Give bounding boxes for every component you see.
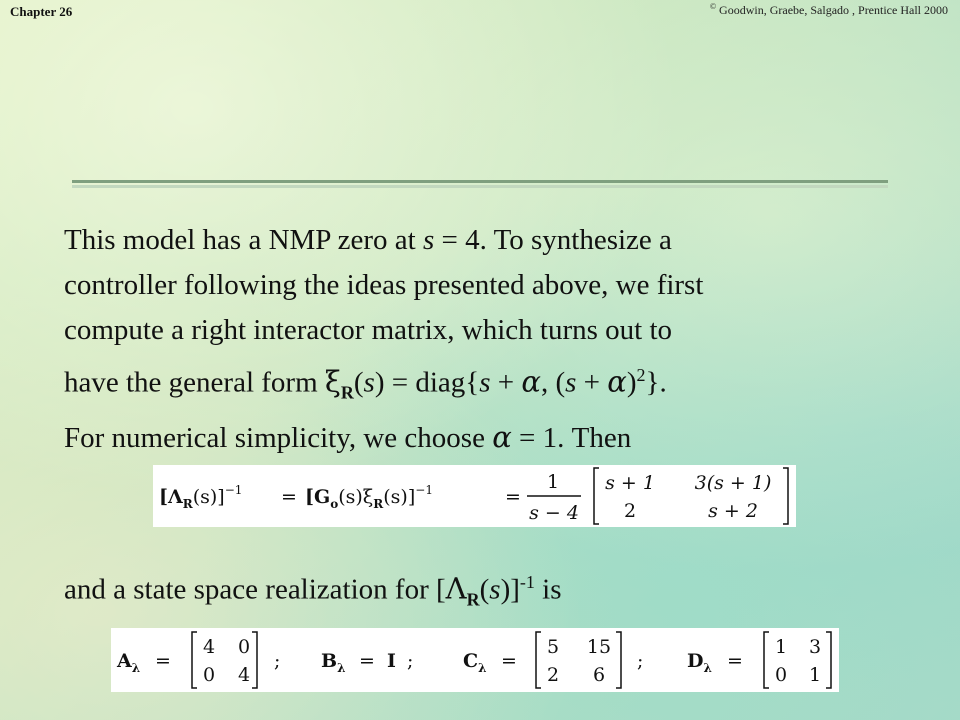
eq2-C-label: $C_\lambda$ bbox=[463, 650, 487, 675]
body-paragraph bbox=[64, 218, 914, 461]
copyright-notice bbox=[710, 2, 948, 18]
para-line-2: controller following the ideas presented above, we first bbox=[64, 269, 704, 301]
equation-inverse-interactor bbox=[153, 465, 796, 527]
eq1-equals-1: = bbox=[281, 486, 297, 508]
eq1-m21: 2 bbox=[623, 500, 637, 522]
eq1-m11: s + 1 bbox=[605, 472, 655, 494]
eq2-d22: 1 bbox=[808, 664, 822, 686]
eq2-c11: 5 bbox=[546, 636, 560, 658]
para-line-4: have the general form $\xi_R(s)$ = diag{s + α, $(s + \alpha)^2$}. bbox=[64, 364, 667, 403]
eq2-C-right-bracket bbox=[616, 632, 621, 688]
eq1-fraction-numerator: 1 bbox=[546, 471, 560, 493]
eq2-semicolon-3: ; bbox=[637, 650, 644, 672]
eq2-d12: 3 bbox=[808, 636, 822, 658]
eq2-c12: 15 bbox=[586, 636, 612, 658]
equation-state-space-matrices bbox=[111, 628, 839, 692]
realization-sentence: and a state space realization for $[\Lambda_R(s)]^{-1}$ is bbox=[64, 571, 562, 610]
eq1-middle: $[G_o(s)\xi_R(s)]^{-1}$ bbox=[305, 483, 433, 511]
eq2-semicolon-1: ; bbox=[274, 650, 281, 672]
eq2-a11: 4 bbox=[202, 636, 216, 658]
eq2-a21: 0 bbox=[202, 664, 216, 686]
eq2-c21: 2 bbox=[546, 664, 560, 686]
eq2-A-right-bracket bbox=[252, 632, 257, 688]
eq2-A-equals: = bbox=[155, 650, 171, 672]
eq1-m22: s + 2 bbox=[708, 500, 758, 522]
eq1-matrix-right-bracket bbox=[783, 468, 788, 524]
para-line-3: compute a right interactor matrix, which turns out to bbox=[64, 314, 673, 346]
eq2-c22: 6 bbox=[592, 664, 606, 686]
copyright-text: Goodwin, Graebe, Salgado , Prentice Hall 2000 bbox=[716, 3, 948, 17]
eq2-A-label: $A_\lambda$ bbox=[117, 650, 141, 675]
eq1-matrix-left-bracket bbox=[594, 468, 599, 524]
eq1-lhs: $[\Lambda_R(s)]^{-1}$ bbox=[159, 483, 243, 511]
eq1-fraction-denominator: s − 4 bbox=[529, 502, 579, 524]
eq2-d11: 1 bbox=[774, 636, 788, 658]
eq2-D-equals: = bbox=[727, 650, 743, 672]
eq2-d21: 0 bbox=[774, 664, 788, 686]
eq1-equals-2: = bbox=[505, 486, 521, 508]
chapter-label: Chapter 26 bbox=[10, 4, 73, 19]
eq2-B-identity: I bbox=[387, 650, 396, 672]
eq1-m12: 3(s + 1) bbox=[694, 472, 772, 494]
eq2-a22: 4 bbox=[237, 664, 251, 686]
eq2-a12: 0 bbox=[237, 636, 251, 658]
eq2-B-label: $B_\lambda$ bbox=[321, 650, 346, 675]
eq2-C-equals: = bbox=[501, 650, 517, 672]
title-divider bbox=[72, 180, 888, 188]
para-line-5: For numerical simplicity, we choose α = 1. Then bbox=[64, 420, 632, 455]
para-line-1: This model has a NMP zero at s = 4. To synthesize a bbox=[64, 224, 672, 256]
eq2-C-left-bracket bbox=[536, 632, 541, 688]
eq2-semicolon-2: ; bbox=[407, 650, 414, 672]
eq2-B-equals: = bbox=[359, 650, 375, 672]
eq2-D-right-bracket bbox=[826, 632, 831, 688]
eq2-A-left-bracket bbox=[192, 632, 197, 688]
copyright-symbol: © bbox=[709, 2, 717, 11]
eq2-D-label: $D_\lambda$ bbox=[687, 650, 712, 675]
eq2-D-left-bracket bbox=[764, 632, 769, 688]
